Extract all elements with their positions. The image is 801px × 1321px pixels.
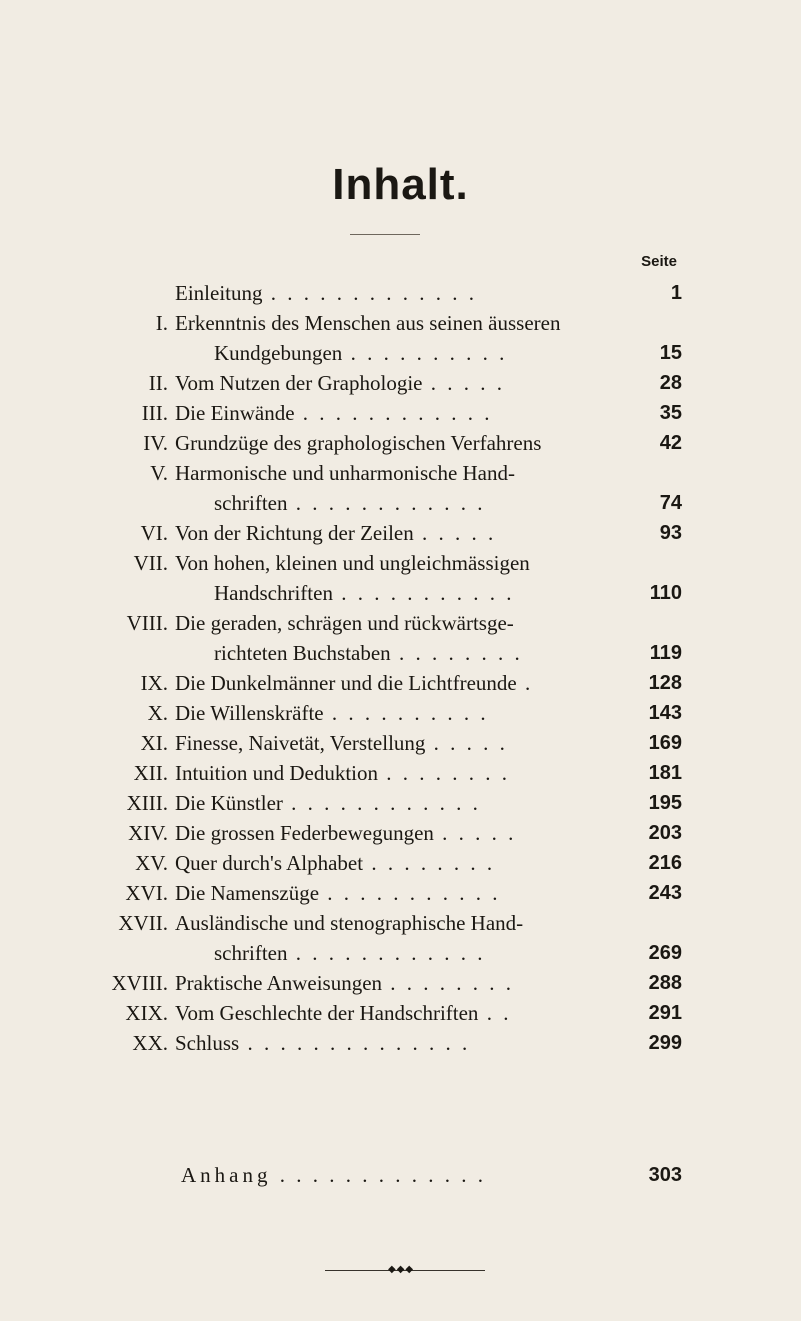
toc-entry-title: Die Dunkelmänner und die Lichtfreunde . bbox=[175, 671, 534, 695]
toc-leader-dots: . . . . . . . . . . bbox=[323, 701, 489, 725]
toc-leader-dots: . . . . . . . . . . . . bbox=[287, 941, 486, 965]
toc-entry-page: 269 bbox=[648, 942, 682, 964]
toc-entry-title: Die Willenskräfte . . . . . . . . . . bbox=[175, 701, 489, 725]
toc-entry-title: Anhang . . . . . . . . . . . . . bbox=[181, 1163, 486, 1187]
toc-entry-title: Harmonische und unharmonische Hand- bbox=[175, 461, 515, 485]
toc-entry-page: 74 bbox=[659, 492, 682, 514]
toc-entry-title: Die Namenszüge . . . . . . . . . . . bbox=[175, 881, 501, 905]
toc-entry-number: X. bbox=[147, 701, 168, 725]
toc-leader-dots: . . . . . . . . bbox=[390, 641, 523, 665]
toc-leader-dots: . . . . . bbox=[433, 821, 517, 845]
toc-entry-title-continued: Handschriften . . . . . . . . . . . bbox=[214, 581, 515, 605]
toc-entry-number: II. bbox=[148, 371, 168, 395]
toc-entry-page: 119 bbox=[649, 642, 682, 664]
toc-entry-page: 181 bbox=[648, 762, 682, 784]
title-divider bbox=[350, 234, 420, 235]
toc-entry-title: Die grossen Federbewegungen . . . . . bbox=[175, 821, 517, 845]
toc-entry-page: 15 bbox=[659, 342, 682, 364]
toc-entry-number: XIV. bbox=[128, 821, 168, 845]
toc-entry-page: 291 bbox=[648, 1002, 682, 1024]
toc-entry-page: 128 bbox=[648, 672, 682, 694]
toc-leader-dots: . . . . . . . . . . . . bbox=[287, 491, 486, 515]
toc-entry-page: 110 bbox=[649, 582, 682, 604]
toc-entry-title: Die geraden, schrägen und rückwärtsge- bbox=[175, 611, 514, 635]
toc-entry-number: VI. bbox=[140, 521, 168, 545]
toc-leader-dots: . . . . . . . . . . . . bbox=[282, 791, 481, 815]
toc-entry-title: Die Einwände . . . . . . . . . . . . bbox=[175, 401, 493, 425]
toc-entry-title: Intuition und Deduktion . . . . . . . . bbox=[175, 761, 510, 785]
toc-entry-title-continued: schriften . . . . . . . . . . . . bbox=[214, 941, 486, 965]
toc-entry-page: 299 bbox=[648, 1032, 682, 1054]
toc-entry-page: 216 bbox=[648, 852, 682, 874]
toc-entry-title-continued: richteten Buchstaben . . . . . . . . bbox=[214, 641, 523, 665]
toc-leader-dots: . . . . . bbox=[413, 521, 497, 545]
toc-entry-title: Quer durch's Alphabet . . . . . . . . bbox=[175, 851, 496, 875]
page-title: Inhalt. bbox=[332, 160, 469, 209]
toc-entry-title: Die Künstler . . . . . . . . . . . . bbox=[175, 791, 481, 815]
toc-leader-dots: . . . . . . . . . . . . bbox=[294, 401, 493, 425]
toc-entry-title: Finesse, Naivetät, Verstellung . . . . . bbox=[175, 731, 508, 755]
toc-leader-dots: . . . . . . . . bbox=[378, 761, 510, 785]
toc-entry-title: Praktische Anweisungen . . . . . . . . bbox=[175, 971, 515, 995]
toc-entry-number: VIII. bbox=[126, 611, 168, 635]
toc-leader-dots: . . . . . . . . . . . bbox=[332, 581, 515, 605]
toc-entry-page: 303 bbox=[648, 1164, 682, 1186]
toc-entry-number: IX. bbox=[140, 671, 168, 695]
toc-entry-page: 203 bbox=[648, 822, 682, 844]
toc-entry-number: XII. bbox=[133, 761, 168, 785]
toc-entry-title: Grundzüge des graphologischen Verfahrens bbox=[175, 431, 542, 455]
toc-leader-dots: . . . . . . . . . . . . . . bbox=[239, 1031, 471, 1055]
toc-entry-page: 243 bbox=[648, 882, 682, 904]
toc-entry-number: XVII. bbox=[118, 911, 168, 935]
toc-entry-page: 28 bbox=[659, 372, 682, 394]
toc-leader-dots: . . bbox=[478, 1001, 512, 1025]
toc-leader-dots: . . . . . . . . . . bbox=[342, 341, 508, 365]
toc-entry-number: XI. bbox=[140, 731, 168, 755]
toc-leader-dots: . . . . . bbox=[422, 371, 505, 395]
toc-entry-page: 42 bbox=[659, 432, 682, 454]
toc-entry-page: 288 bbox=[648, 972, 682, 994]
toc-leader-dots: . . . . . bbox=[425, 731, 508, 755]
ornament-icon: ◆◆◆ bbox=[388, 1264, 415, 1275]
toc-entry-number: XVI. bbox=[125, 881, 168, 905]
toc-entry-number: VII. bbox=[133, 551, 168, 575]
toc-entry-title-continued: Kundgebungen . . . . . . . . . . bbox=[214, 341, 508, 365]
toc-leader-dots: . . . . . . . . . . . . . bbox=[262, 281, 477, 305]
toc-entry-number: XIX. bbox=[125, 1001, 168, 1025]
toc-entry-title: Von hohen, kleinen und ungleichmässigen bbox=[175, 551, 530, 575]
toc-entry-page: 35 bbox=[659, 402, 682, 424]
toc-entry-title: Einleitung . . . . . . . . . . . . . bbox=[175, 281, 477, 305]
toc-entry-title: Erkenntnis des Menschen aus seinen äusseren bbox=[175, 311, 561, 335]
toc-leader-dots: . bbox=[516, 671, 534, 695]
toc-entry-number: V. bbox=[150, 461, 168, 485]
toc-entry-number: XVIII. bbox=[111, 971, 168, 995]
toc-entry-number: XX. bbox=[132, 1031, 168, 1055]
toc-entry-number: I. bbox=[155, 311, 168, 335]
toc-entry-number: IV. bbox=[143, 431, 168, 455]
toc-entry-title: Vom Nutzen der Graphologie . . . . . bbox=[175, 371, 505, 395]
toc-entry-page: 1 bbox=[670, 282, 682, 304]
toc-entry-title: Schluss . . . . . . . . . . . . . . bbox=[175, 1031, 471, 1055]
toc-entry-number: XIII. bbox=[126, 791, 168, 815]
toc-entry-page: 93 bbox=[659, 522, 682, 544]
toc-entry-number: XV. bbox=[135, 851, 168, 875]
toc-entry-page: 143 bbox=[648, 702, 682, 724]
toc-entry-page: 195 bbox=[648, 792, 682, 814]
toc-leader-dots: . . . . . . . . . . . bbox=[319, 881, 501, 905]
toc-entry-page: 169 bbox=[648, 732, 682, 754]
toc-entry-title-continued: schriften . . . . . . . . . . . . bbox=[214, 491, 486, 515]
toc-leader-dots: . . . . . . . . bbox=[363, 851, 496, 875]
toc-entry-title: Vom Geschlechte der Handschriften . . bbox=[175, 1001, 512, 1025]
page-column-header: Seite bbox=[641, 253, 677, 270]
toc-entry-title: Von der Richtung der Zeilen . . . . . bbox=[175, 521, 497, 545]
toc-entry-title: Ausländische und stenographische Hand- bbox=[175, 911, 524, 935]
toc-leader-dots: . . . . . . . . bbox=[382, 971, 515, 995]
toc-entry-number: III. bbox=[141, 401, 168, 425]
